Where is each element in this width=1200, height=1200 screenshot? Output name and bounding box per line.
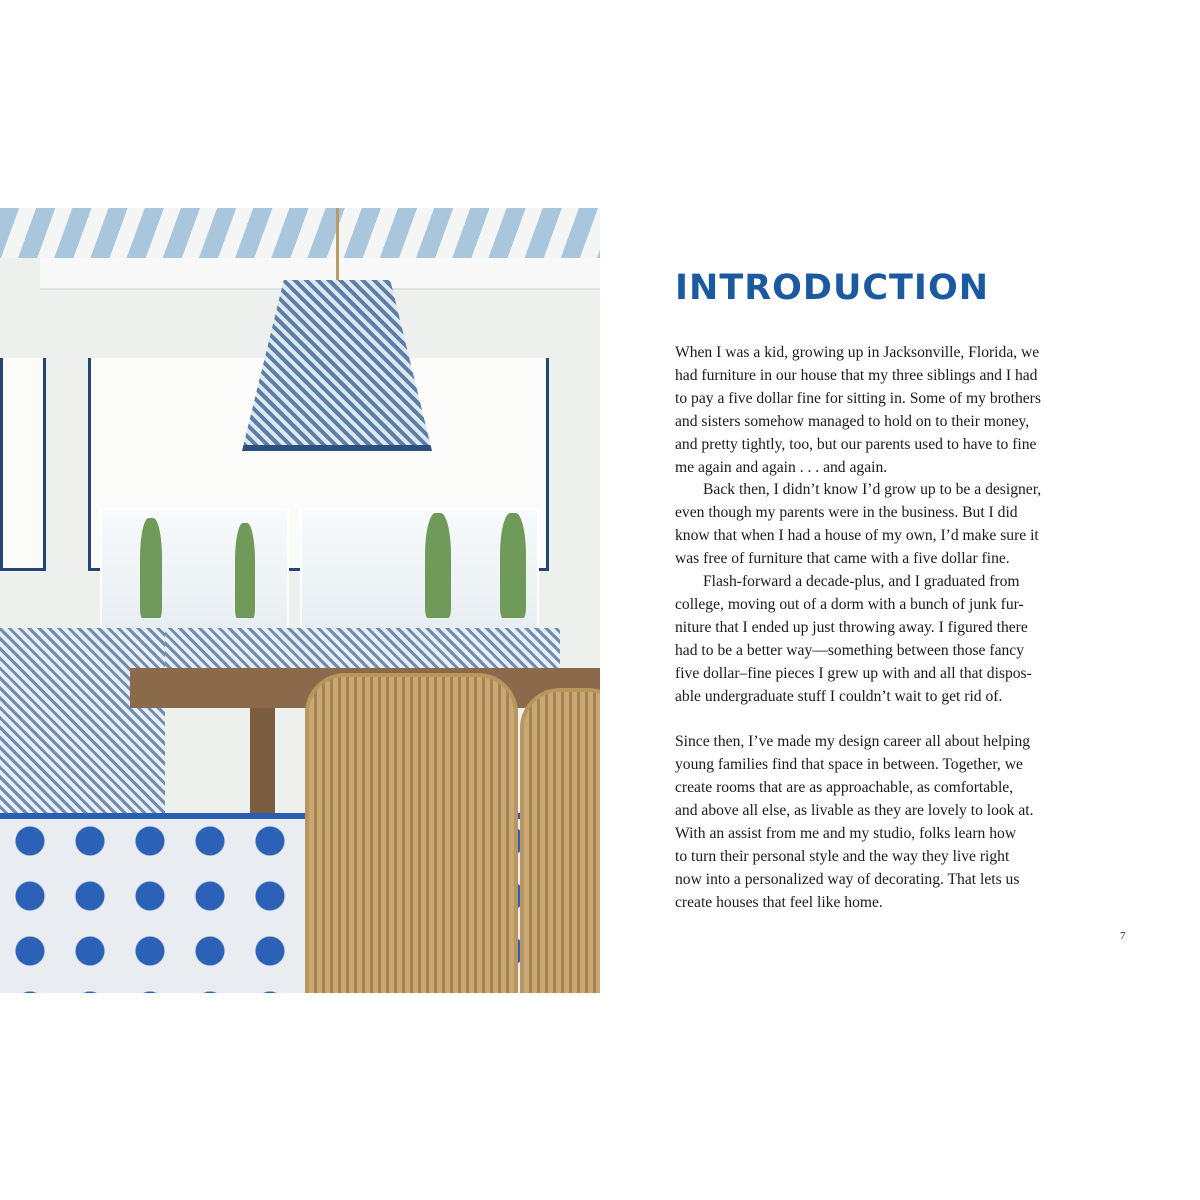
text-line: know that when I had a house of my own, I’d make sure it [675, 527, 1039, 545]
text-line: create rooms that are as approachable, as comfortable, [675, 779, 1014, 797]
text-line: With an assist from me and my studio, folks learn how [675, 825, 1017, 843]
pendant-lamp [242, 280, 432, 451]
text-line: young families find that space in between. Together, we [675, 756, 1023, 774]
text-line: niture that I ended up just throwing away. I figured there [675, 618, 1028, 636]
text-line: When I was a kid, growing up in Jacksonville, Florida, we [675, 344, 1040, 361]
text-line: college, moving out of a dorm with a bunch of junk fur- [675, 595, 1024, 613]
text-line: five dollar–fine pieces I grew up with and all that dispos- [675, 664, 1032, 682]
text-line: to turn their personal style and the way they live right [675, 847, 1010, 865]
tree [235, 523, 255, 618]
pendant-cord [336, 208, 339, 283]
striped-ceiling [0, 208, 600, 258]
text-line: to pay a five dollar fine for sitting in. Some of my brothers [675, 389, 1041, 407]
text-line: and above all else, as livable as they are lovely to look at. [675, 802, 1034, 820]
text-line: me again and again . . . and again. [675, 458, 888, 476]
page-number: 7 [1120, 930, 1126, 942]
window [100, 508, 289, 632]
wicker-chair [305, 673, 518, 993]
text-line: had furniture in our house that my three siblings and I had [675, 366, 1038, 384]
introduction-text [675, 268, 1135, 915]
text-line: was free of furniture that came with a five dollar fine. [675, 550, 1010, 568]
text-line: had to be a better way—something between those fancy [675, 641, 1025, 659]
text-line: now into a personalized way of decorating. That lets us [675, 870, 1020, 888]
tree [500, 513, 526, 618]
text-line: Since then, I’ve made my design career all about helping [675, 733, 1031, 751]
page-title: INTRODUCTION [675, 268, 989, 308]
text-line: and sisters somehow managed to hold on to their money, [675, 412, 1030, 430]
tree [140, 518, 162, 618]
text-line: even though my parents were in the business. But I did [675, 504, 1018, 522]
text-line: Flash-forward a decade-plus, and I graduated from [703, 573, 1020, 591]
roman-shade [0, 358, 46, 571]
text-line: create houses that feel like home. [675, 893, 883, 911]
text-line: Back then, I didn’t know I’d grow up to be a designer, [703, 481, 1042, 499]
tree [425, 513, 451, 618]
wicker-chair [520, 688, 600, 993]
text-line: and pretty tightly, too, but our parents used to have to fine [675, 435, 1037, 453]
text-line: able undergraduate stuff I couldn’t wait to get rid of. [675, 687, 1003, 705]
dining-nook-photo [0, 208, 600, 993]
